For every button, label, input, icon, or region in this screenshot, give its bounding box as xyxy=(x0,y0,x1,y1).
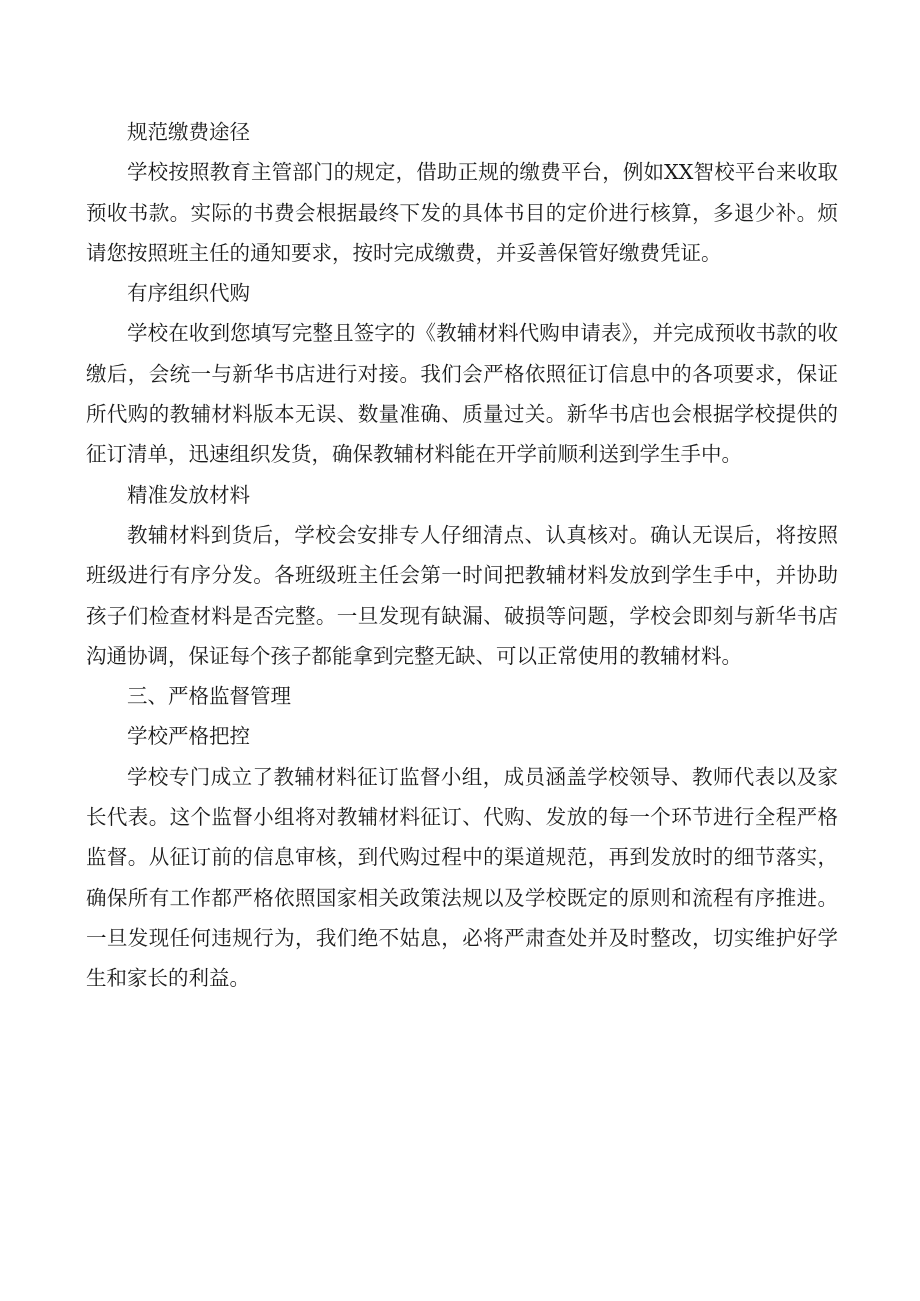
subheading-payment: 规范缴费途径 xyxy=(127,120,250,144)
paragraph-distribution: 教辅材料到货后，学校会安排专人仔细清点、认真核对。确认无误后，将按照班级进行有序分发。各班级班主任会第一时间把教辅材料发放到学生手中，并协助孩子们检查材料是否完整。一旦发现有缺漏、破损等问题，学校会即刻与新华书店沟通协调，保证每个孩子都能拿到完整无缺、可以正常使用的教辅材料。 xyxy=(86,522,838,668)
section-heading-supervision: 三、严格监督管理 xyxy=(127,684,291,709)
subheading-control: 学校严格把控 xyxy=(127,724,250,749)
paragraph-payment: 学校按照教育主管部门的规定，借助正规的缴费平台，例如XX智校平台来收取预收书款。实际的书费会根据最终下发的具体书目的定价进行核算，多退少补。烦请您按照班主任的通知要求，按时完成缴费，并妥善保管好缴费凭证。 xyxy=(86,160,838,265)
subheading-purchase: 有序组织代购 xyxy=(127,281,250,306)
document-body xyxy=(86,112,838,999)
paragraph-purchase: 学校在收到您填写完整且签字的《教辅材料代购申请表》，并完成预收书款的收缴后，会统一与新华书店进行对接。我们会严格依照征订信息中的各项要求，保证所代购的教辅材料版本无误、数量准确、质量过关。新华书店也会根据学校提供的征订清单，迅速组织发货，确保教辅材料能在开学前顺利送到学生手中。 xyxy=(86,321,838,467)
paragraph-control: 学校专门成立了教辅材料征订监督小组，成员涵盖学校领导、教师代表以及家长代表。这个监督小组将对教辅材料征订、代购、发放的每一个环节进行全程严格监督。从征订前的信息审核，到代购过程中的渠道规范，再到发放时的细节落实，确保所有工作都严格依照国家相关政策法规以及学校既定的原则和流程有序推进。一旦发现任何违规行为，我们绝不姑息，必将严肃查处并及时整改，切实维护好学生和家长的利益。 xyxy=(86,764,838,991)
subheading-distribution: 精准发放材料 xyxy=(127,482,250,507)
